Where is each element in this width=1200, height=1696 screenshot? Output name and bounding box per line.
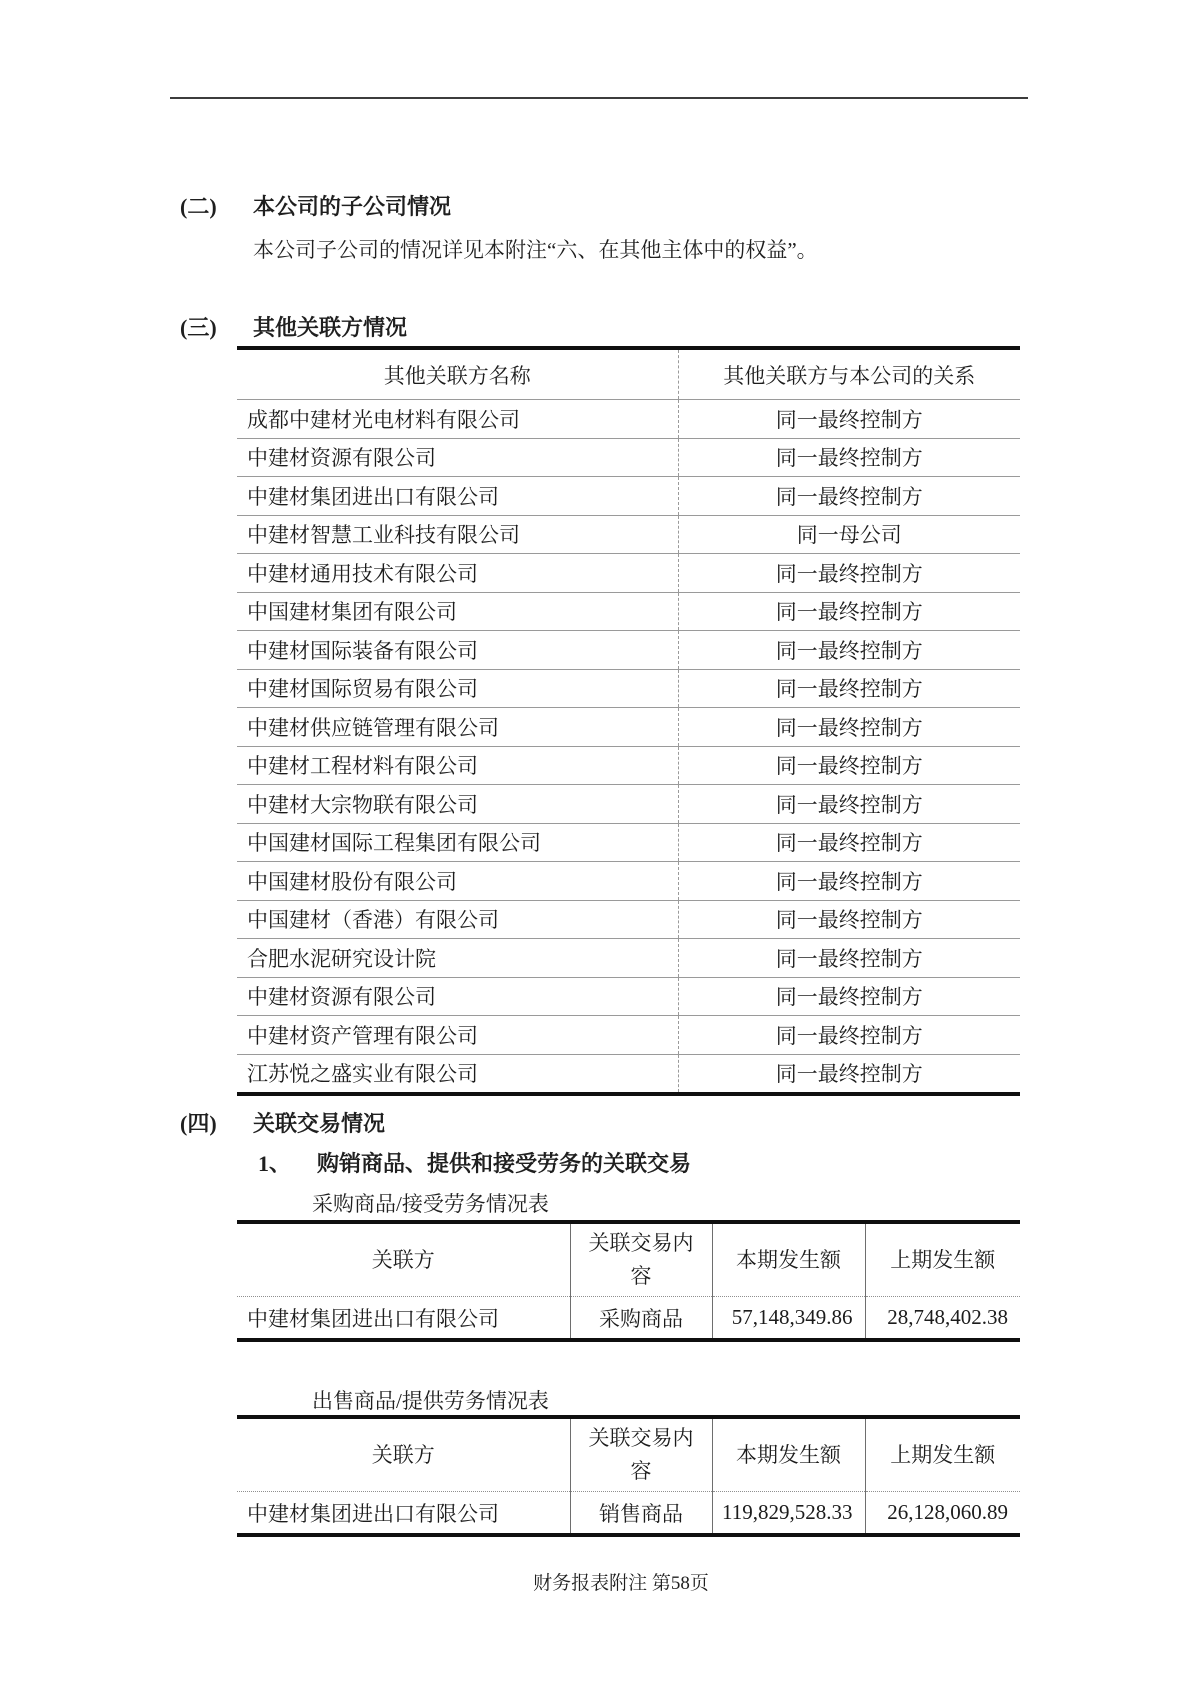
table-row — [237, 900, 1020, 939]
related-party-name: 中建材资产管理有限公司 — [237, 1016, 678, 1055]
related-party-name: 中建材工程材料有限公司 — [237, 746, 678, 785]
relationship-to-company: 同一最终控制方 — [678, 631, 1020, 670]
relationship-to-company: 同一最终控制方 — [678, 1016, 1020, 1055]
relationship-to-company: 同一最终控制方 — [775, 1062, 923, 1087]
subsection-1-number: 1、 — [258, 1151, 292, 1176]
table-row — [237, 400, 1020, 439]
section-4-title: 关联交易情况 — [253, 1111, 386, 1136]
table-row — [237, 592, 1020, 631]
table-header-row — [237, 348, 1020, 400]
relationship-to-company: 同一最终控制方 — [678, 862, 1020, 901]
table-row — [237, 785, 1020, 824]
related-party-name: 中建材国际贸易有限公司 — [237, 669, 678, 708]
section-3-title: 其他关联方情况 — [253, 315, 408, 340]
purchase-transactions-table — [237, 1220, 1020, 1342]
relationship-to-company: 同一最终控制方 — [678, 592, 1020, 631]
table-header-row — [237, 1222, 1020, 1297]
related-party-name: 中建材集团进出口有限公司 — [237, 1297, 570, 1341]
column-header-prior-period-amount: 上期发生额 — [865, 1417, 1020, 1492]
section-4-number: (四) — [180, 1111, 217, 1136]
related-party-name: 江苏悦之盛实业有限公司 — [237, 1054, 678, 1094]
section-4-heading — [180, 1110, 385, 1138]
section-2-number: (二) — [180, 194, 217, 219]
section-3-heading — [180, 314, 407, 342]
subsection-1-heading — [258, 1150, 691, 1178]
page-footer: 财务报表附注 第58页 — [533, 1573, 709, 1594]
table-row — [237, 862, 1020, 901]
relationship-to-company: 同一最终控制方 — [678, 477, 1020, 516]
relationship-to-company: 同一最终控制方 — [678, 400, 1020, 439]
column-header-prior-period-amount: 上期发生额 — [865, 1222, 1020, 1297]
related-party-name: 中建材集团进出口有限公司 — [237, 477, 678, 516]
related-party-name: 中国建材（香港）有限公司 — [237, 900, 678, 939]
relationship-to-company: 同一母公司 — [678, 515, 1020, 554]
column-header-transaction-content: 关联交易内容 — [570, 1417, 712, 1492]
related-party-name: 中建材国际装备有限公司 — [237, 631, 678, 670]
prior-period-amount: 26,128,060.89 — [887, 1500, 1008, 1524]
section-2-heading — [180, 193, 451, 221]
related-party-name: 中建材智慧工业科技有限公司 — [237, 515, 678, 554]
related-party-name: 成都中建材光电材料有限公司 — [237, 400, 678, 439]
related-party-name: 中国建材股份有限公司 — [237, 862, 678, 901]
table-row — [237, 1054, 1020, 1094]
relationship-to-company: 同一最终控制方 — [678, 438, 1020, 477]
transaction-content: 采购商品 — [570, 1297, 712, 1341]
relationship-to-company: 同一最终控制方 — [678, 785, 1020, 824]
subsection-1-title: 购销商品、提供和接受劳务的关联交易 — [317, 1151, 692, 1176]
table-row — [237, 669, 1020, 708]
related-party-name: 合肥水泥研究设计院 — [237, 939, 678, 978]
transaction-content: 销售商品 — [570, 1492, 712, 1536]
header-rule — [170, 97, 1028, 99]
prior-period-amount: 28,748,402.38 — [887, 1305, 1008, 1329]
relationship-to-company: 同一最终控制方 — [678, 708, 1020, 747]
column-header-current-period-amount: 本期发生额 — [712, 1417, 865, 1492]
column-header-relationship: 其他关联方与本公司的关系 — [678, 348, 1020, 400]
column-header-related-party: 关联方 — [237, 1417, 570, 1492]
related-party-table — [237, 346, 1020, 1096]
section-2-paragraph: 本公司子公司的情况详见本附注“六、在其他主体中的权益”。 — [253, 238, 818, 262]
table-row — [237, 438, 1020, 477]
table-row — [237, 1016, 1020, 1055]
column-header-related-party-name: 其他关联方名称 — [237, 348, 678, 400]
related-party-name: 中建材资源有限公司 — [237, 438, 678, 477]
table-row — [237, 477, 1020, 516]
table-row — [237, 823, 1020, 862]
table-header-row — [237, 1417, 1020, 1492]
relationship-to-company: 同一最终控制方 — [678, 554, 1020, 593]
relationship-to-company: 同一最终控制方 — [678, 977, 1020, 1016]
purchase-table-caption: 采购商品/接受劳务情况表 — [312, 1192, 549, 1216]
column-header-transaction-content: 关联交易内容 — [570, 1222, 712, 1297]
sales-transactions-table — [237, 1415, 1020, 1537]
related-party-name: 中建材大宗物联有限公司 — [237, 785, 678, 824]
related-party-name: 中建材集团进出口有限公司 — [237, 1492, 570, 1536]
column-header-related-party: 关联方 — [237, 1222, 570, 1297]
current-period-amount: 119,829,528.33 — [712, 1492, 865, 1536]
related-party-name: 中国建材国际工程集团有限公司 — [237, 823, 678, 862]
table-row — [237, 515, 1020, 554]
table-row — [237, 939, 1020, 978]
related-party-name: 中国建材集团有限公司 — [237, 592, 678, 631]
relationship-to-company: 同一最终控制方 — [678, 939, 1020, 978]
relationship-to-company: 同一最终控制方 — [678, 900, 1020, 939]
table-row — [237, 708, 1020, 747]
current-period-amount: 57,148,349.86 — [712, 1297, 865, 1341]
table-row — [237, 554, 1020, 593]
relationship-to-company: 同一最终控制方 — [678, 746, 1020, 785]
table-row — [237, 746, 1020, 785]
column-header-current-period-amount: 本期发生额 — [712, 1222, 865, 1297]
relationship-to-company: 同一最终控制方 — [678, 823, 1020, 862]
related-party-name: 中建材资源有限公司 — [237, 977, 678, 1016]
table-row — [237, 1297, 1020, 1341]
sales-table-caption: 出售商品/提供劳务情况表 — [312, 1389, 549, 1413]
table-row — [237, 977, 1020, 1016]
table-row — [237, 631, 1020, 670]
related-party-name: 中建材供应链管理有限公司 — [237, 708, 678, 747]
relationship-to-company: 同一最终控制方 — [678, 669, 1020, 708]
table-row — [237, 1492, 1020, 1536]
section-3-number: (三) — [180, 315, 217, 340]
related-party-name: 中建材通用技术有限公司 — [237, 554, 678, 593]
section-2-title: 本公司的子公司情况 — [253, 194, 452, 219]
